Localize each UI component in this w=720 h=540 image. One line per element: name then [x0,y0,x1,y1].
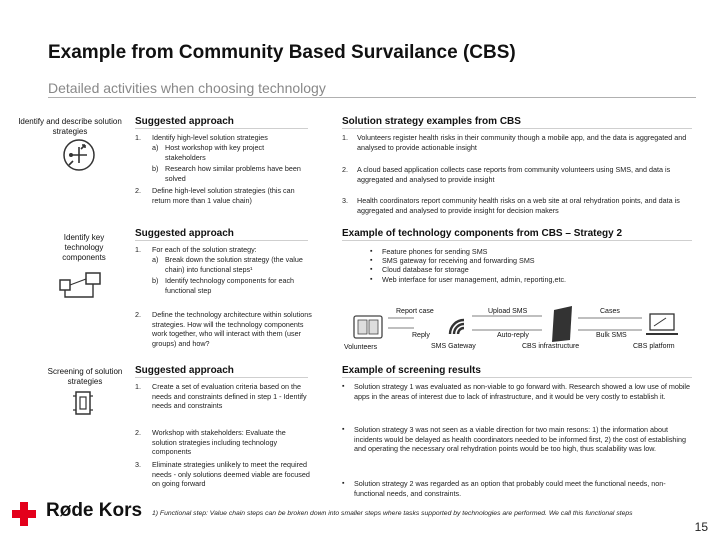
list-item: Define the technology architecture within solutions strategies. How will the technology components work together, who will interact with them (user groups) and how? [152,310,312,348]
list-number: 1. [135,245,141,254]
components-network-icon [58,270,102,300]
list-item: Host workshop with key project stakeholders [165,143,265,162]
bullet-item: Cloud database for storage [382,265,469,275]
list-item: Break down the solution strategy (the value chain) into functional steps¹ [165,255,303,274]
row1-approach-list [135,133,310,223]
list-letter: a) [152,143,159,152]
branching-arrows-icon [62,138,96,172]
row1-left-heading: Suggested approach [135,116,234,127]
page-number: 15 [694,520,708,534]
list-number: 1. [342,133,348,142]
result-item: Solution strategy 1 was evaluated as non-viable to go forward with. Research showed a low use of mobile apps in the areas of interest due to lack of infrastructure, and it would be very costly to establish it. [354,382,691,401]
row2-left-heading: Suggested approach [135,228,234,239]
list-item: Identify high-level solution strategies [152,133,268,142]
list-number: 2. [135,186,141,195]
row1-right-heading: Solution strategy examples from CBS [342,116,521,127]
bullet-item: Feature phones for sending SMS [382,247,488,256]
bullet-item: SMS gateway for receiving and forwarding SMS [382,256,535,266]
list-number: 2. [135,310,141,319]
sms-gateway-icon [450,320,464,334]
diagram-label-cbs-infrastructure: CBS infrastructure [522,343,580,350]
list-number: 3. [135,460,141,469]
row2-approach-list [135,245,315,355]
list-number: 2. [135,428,141,437]
logo-text: Røde Kors [46,500,143,521]
list-item: Define high-level solution strategies (this can return more than 1 value chain) [152,186,295,205]
row2-bullet-list: ▪ Feature phones for sending SMS ▪ SMS gateway for receiving and forwarding SMS ▪ Cloud database for storage ▪ Web interface for user management, admin, reporting,etc. [370,247,567,284]
list-item: Health coordinators report community health risks on a web site at oral rehydration points, and data is aggregated and analysed to provide insight for decision makers [357,196,680,215]
result-item: Solution strategy 3 was not seen as a viable direction for two main resons: 1) the information about incidents would be delayed as health coordinators needed to be informed first, 2) the cost of establishing and operating the necessary oral rehydration points would be too high, thus scalability was low. [354,425,687,453]
bullet-item: Web interface for user management, admin, reporting,etc. [382,274,567,284]
list-letter: b) [152,276,159,285]
platform-laptop-icon [646,314,678,334]
red-cross-logo-icon [10,500,38,533]
list-item: A cloud based application collects case reports from community volunteers using SMS, and data is aggregated and analysed to provide insight [357,165,671,184]
row3-right-heading: Example of screening results [342,365,481,376]
row1-left-rule [135,128,308,129]
diagram-label-reply: Reply [412,332,430,339]
diagram-label-bulk-sms: Bulk SMS [596,332,627,339]
list-item: Workshop with stakeholders: Evaluate the solution strategies including technology components [152,428,286,456]
list-item: Volunteers register health risks in their community though a mobile app, and the data is aggregated and analysed to provide actionable insight [357,133,687,152]
result-item: Solution strategy 2 was regarded as an option that probably could meet the functional needs, non-functional needs, and constraints. [354,479,666,498]
footnote: 1) Functional step: Value chain steps can be broken down into smaller steps where tasks supported by technologies are performed. We call this functional steps [152,510,633,517]
list-item: Research how similar problems have been solved [165,164,301,183]
diagram-label-cbs-platform: CBS platform [633,343,675,350]
diagram-label-auto-reply: Auto-reply [497,332,529,339]
row1-examples-list [342,133,692,228]
filter-funnel-icon [72,390,94,416]
list-number: 2. [342,165,348,174]
row3-left-rule [135,377,308,378]
diagram-label-sms-gateway: SMS Gateway [431,343,476,350]
list-item: Eliminate strategies unlikely to meet the required needs - only solutions deemed viable are focused on going forward [152,460,310,488]
sidebar-label-tech-components: Identify key technology components [62,233,106,262]
list-item: Create a set of evaluation criteria based on the needs and constraints defined in step 1 - Identify needs and constraints [152,382,307,410]
list-letter: a) [152,255,159,264]
row2-right-rule [342,240,692,241]
row1-right-rule [342,128,692,129]
row2-right-heading: Example of technology components from CBS – Strategy 2 [342,228,623,239]
diagram-label-report-case: Report case [396,308,434,315]
list-letter: b) [152,164,159,173]
cloud-infrastructure-icon [552,306,572,342]
row2-left-rule [135,240,308,241]
list-item: Identify technology components for each functional step [165,276,295,295]
list-number: 3. [342,196,348,205]
row3-right-rule [342,377,692,378]
list-item: For each of the solution strategy: [152,245,257,254]
page-subtitle: Detailed activities when choosing technology [48,80,326,96]
sidebar-label-identify-strategies: Identify and describe solution strategies [18,117,122,136]
subtitle-divider [48,97,696,98]
sidebar-label-screening: Screening of solution strategies [47,367,123,386]
row3-approach-list [135,382,315,502]
diagram-label-volunteers: Volunteers [344,344,378,351]
row3-results-list: ▪ Solution strategy 1 was evaluated as non-viable to go forward with. Research showed a low use of mobile apps in the areas of interest due to lack of infrastructure, and it would be very costly to establish it. ▪ Solution strategy 3 was not seen as a viable direction for two main resons: 1) the information about incidents would be delayed as health coordinators needed to be informed first, 2) the cost of establishing and operating the necessary oral rehydration points would be too high, thus scalability was low. ▪ Solution strategy 2 was regarded as an option that probably could meet the functional needs, non-functional needs, and constraints. [342,382,691,498]
diagram-label-upload-sms: Upload SMS [488,308,528,315]
row3-left-heading: Suggested approach [135,365,234,376]
diagram-label-cases: Cases [600,308,620,315]
volunteers-phone-icon [354,316,382,338]
page-title: Example from Community Based Survailance (CBS) [48,42,516,63]
list-number: 1. [135,133,141,142]
list-number: 1. [135,382,141,391]
